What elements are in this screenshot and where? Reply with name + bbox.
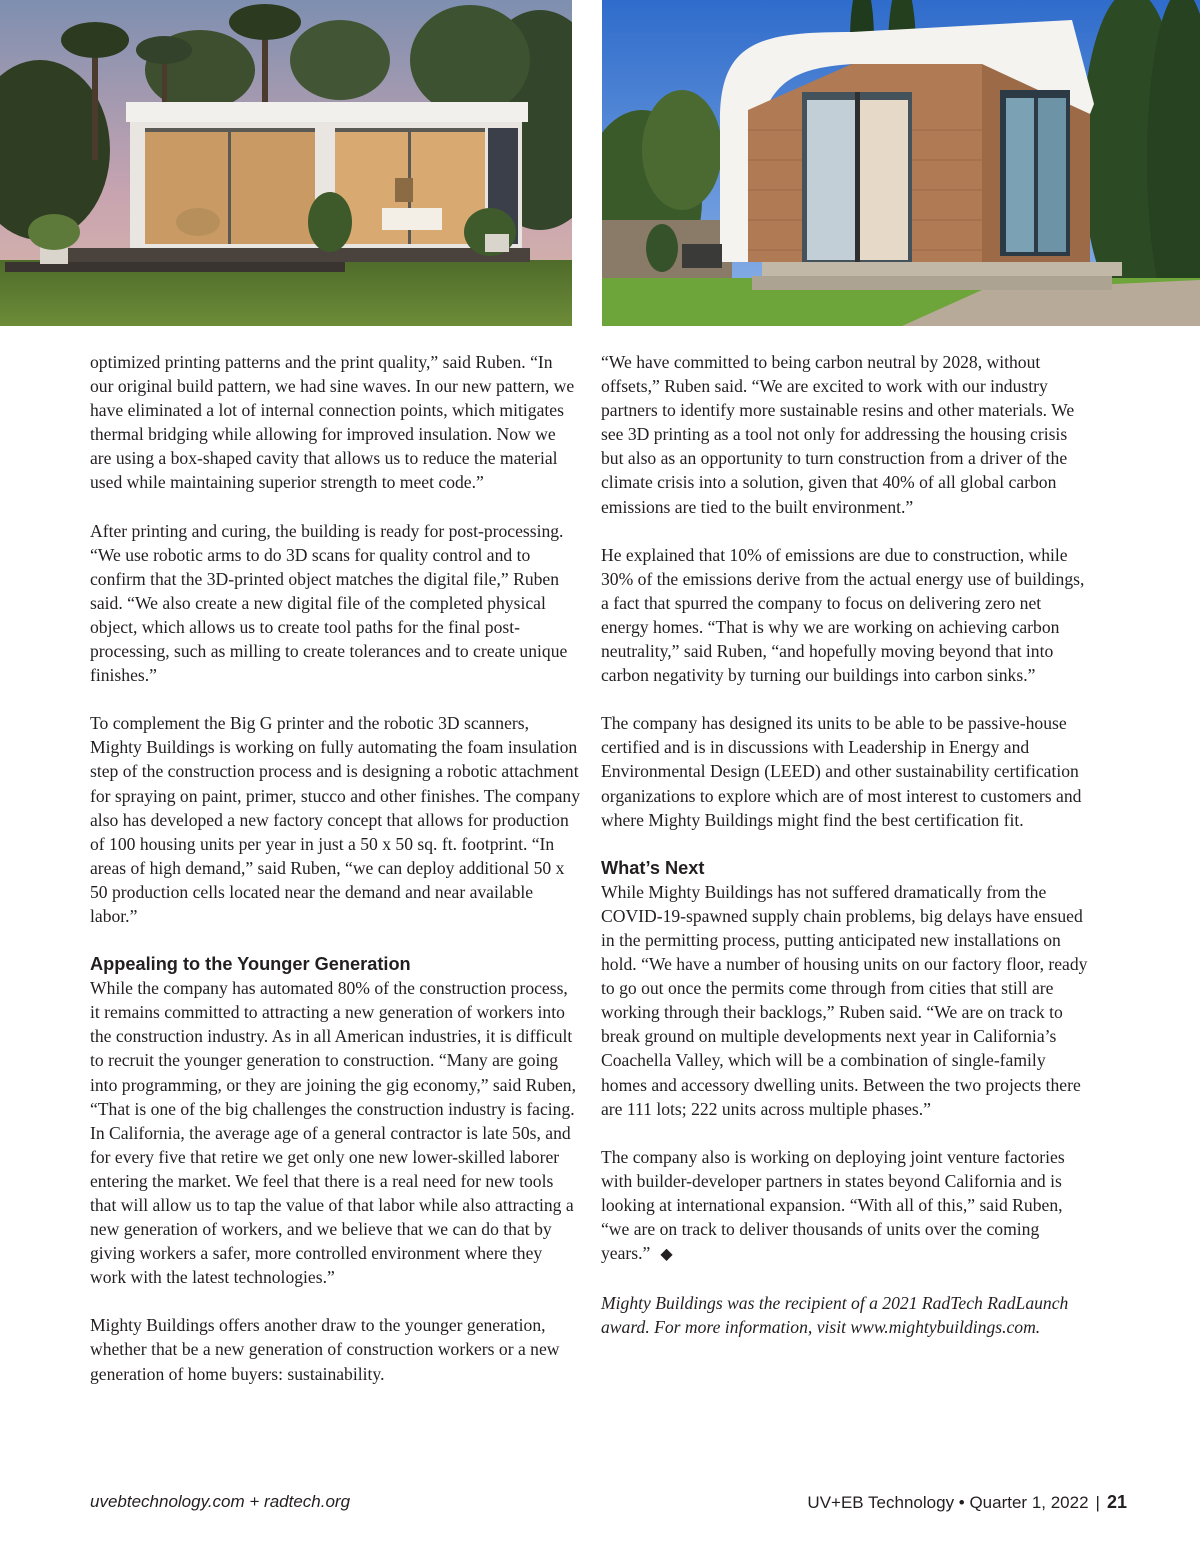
photo-dusk-illustration — [0, 0, 572, 326]
award-credit-note: Mighty Buildings was the recipient of a 2021 RadTech RadLaunch award. For more information, visit www.mightybuildings.com. — [601, 1293, 1069, 1338]
end-of-article-diamond-icon: ◆ — [660, 1246, 673, 1264]
footer-publication-info — [807, 1490, 1127, 1515]
paragraph-emissions: He explained that 10% of emissions are due to construction, while 30% of the emissions derive from the actual energy use of buildings, a fact that spurred the company to focus on delivering zero net energy homes. “That is why we are working on achieving carbon neutrality,” said Ruben, “and hopefully moving beyond that into carbon negativity by turning our buildings into carbon sinks.” — [601, 544, 1085, 686]
paragraph-carbon-neutral: “We have committed to being carbon neutral by 2028, without offsets,” Ruben said. “We are excited to work with our industry partners to identify more sustainable resins and other materials. We see 3D printing as a tool not only for addressing the housing crisis but also as an opportunity to turn construction from a driver of the climate crisis into a solution, given that 40% of all global carbon emissions are tied to the built environment.” — [601, 352, 1075, 517]
paragraph-post-processing: After printing and curing, the building is ready for post-processing. “We use robotic arms to do 3D scans for quality control and to confirm that the 3D-printed object matches the digital file,” Ruben said. “We also create a new digital file of the completed physical object, which allows us to create tool paths for the final post-processing, such as milling to create tolerances and to create unique finishes.” — [90, 520, 568, 686]
photo-daylight-illustration — [602, 0, 1200, 326]
section-heading-whats-next: What’s Next — [601, 857, 705, 878]
paragraph-workforce: While the company has automated 80% of the construction process, it remains committed to attracting a new generation of workers into the construction industry. As in all American industries, it is difficult to recruit the younger generation to construction. “Many are going into programming, or they are joining the gig economy,” said Ruben, “That is one of the big challenges the construction industry is facing. In California, the average age of a general contractor is late 50s, and for every five that retire we get only one new lower-skilled laborer entering the market. We feel that there is a real need for new tools that will allow us to tap the value of that labor while also attracting a new generation of workers, and we believe that we can do that by giving workers a safer, more controlled environment where they work with the latest technologies.” — [90, 978, 577, 1288]
paragraph-expansion — [601, 1145, 1091, 1267]
footer-websites: uvebtechnology.com + radtech.org — [90, 1492, 351, 1511]
photo-3d-printed-home-daylight — [602, 0, 1200, 326]
paragraph-permitting: While Mighty Buildings has not suffered dramatically from the COVID-19-spawned supply chain problems, big delays have ensued in the permitting process, putting anticipated new installations on hold. “We have a number of housing units on our factory floor, ready to go out once the permits come through from cities that still are working through their backlogs,” Ruben said. “We are on track to break ground on multiple developments next year in California’s Coachella Valley, which will be a combination of single-family homes and accessory dwelling units. Between the two projects there are 111 lots; 222 units across multiple phases.” — [601, 881, 1088, 1119]
paragraph-printing-patterns: optimized printing patterns and the print quality,” said Ruben. “In our original build pattern, we had sine waves. In our new pattern, we have eliminated a lot of internal connection points, which mitigates thermal bridging while allowing for improved insulation. Now we are using a box-shaped cavity that allows us to reduce the material used while maintaining superior strength to meet code.” — [90, 352, 575, 493]
paragraph-sustainability-draw: Mighty Buildings offers another draw to the younger generation, whether that be a new generation of construction workers or a new generation of home buyers: sustainability. — [90, 1315, 560, 1384]
footer-separator: | — [1095, 1493, 1100, 1512]
footer-publication-title: UV+EB Technology • Quarter 1, 2022 — [807, 1493, 1089, 1512]
paragraph-automation: To complement the Big G printer and the robotic 3D scanners, Mighty Buildings is working on fully automating the foam insulation step of the construction process and is designing a robotic attachment for spraying on paint, primer, stucco and other finishes. The company also has developed a new factory concept that allows for production of 100 housing units per year in just a 50 x 50 sq. ft. footprint. “In areas of high demand,” said Ruben, “we can deploy additional 50 x 50 production cells located near the demand and near available labor.” — [90, 713, 581, 926]
paragraph-certification: The company has designed its units to be able to be passive-house certified and is in discussions with Leadership in Energy and Environmental Design (LEED) and other sustainability certification organizations to explore which are of most interest to customers and where Mighty Buildings might find the best certification fit. — [601, 713, 1082, 830]
section-heading-younger-generation: Appealing to the Younger Generation — [90, 954, 411, 975]
page-number: 21 — [1106, 1492, 1127, 1512]
article-column-right — [601, 350, 1091, 1339]
paragraph-expansion-text: The company also is working on deploying joint venture factories with builder-developer partners in states beyond California and is looking at international expansion. “With all of this,” said Ruben, “we are on track to deliver thousands of units over the coming years.” — [601, 1146, 1065, 1264]
photo-3d-printed-home-dusk — [0, 0, 572, 326]
article-column-left — [90, 350, 580, 1386]
